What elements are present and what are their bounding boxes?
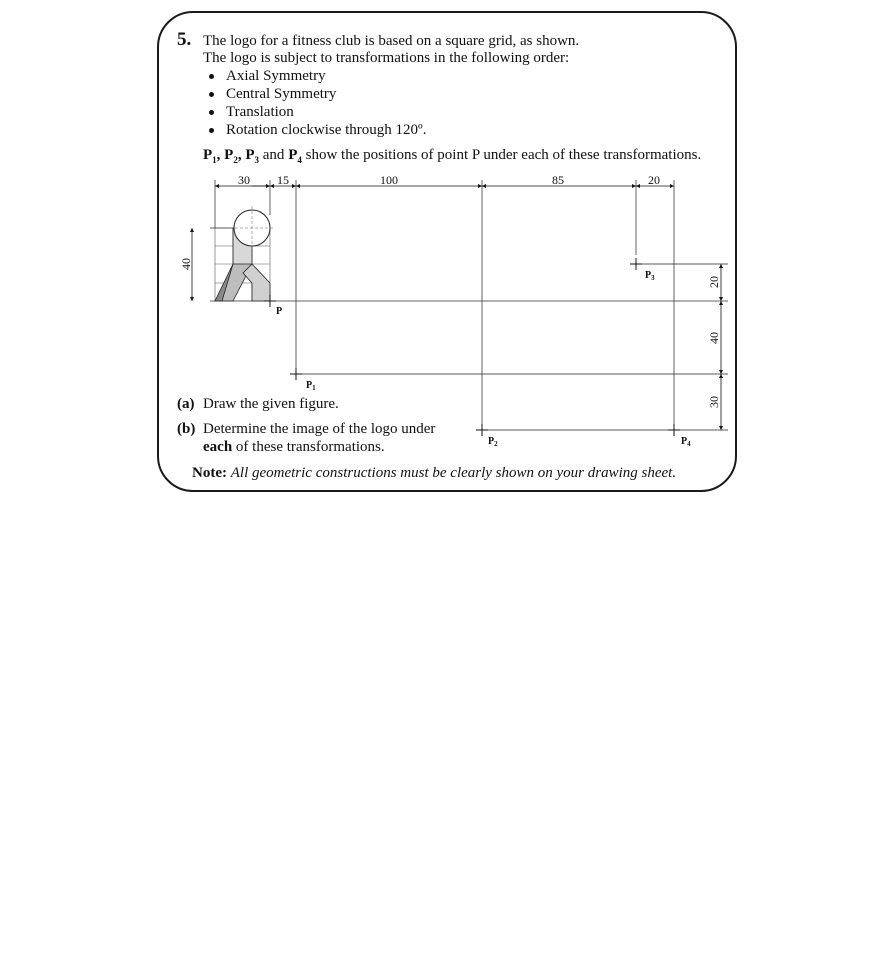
point-p1-label: $P_1$: [306, 380, 316, 392]
part-b-bold: each: [203, 439, 233, 455]
dim-30-right: 30: [707, 396, 721, 408]
note-text: All geometric constructions must be clearly shown on your drawing sheet.: [230, 465, 677, 481]
logo: [215, 206, 274, 301]
dim-85: 85: [552, 173, 564, 187]
dim-15: 15: [277, 173, 289, 187]
transformation-4: Rotation clockwise through 120º.: [226, 122, 427, 138]
point-p2-label: $P_2$: [488, 436, 498, 448]
extension-lines: [210, 180, 728, 430]
logo-leg-light: [243, 264, 270, 301]
dim-40-left: 40: [179, 258, 193, 270]
transformation-3: Translation: [226, 104, 294, 120]
transformation-2: Central Symmetry: [226, 86, 337, 102]
question-number: 5.: [177, 29, 192, 50]
point-markers: [264, 258, 680, 436]
intro-line-2: The logo is subject to transformations in the following order:: [203, 50, 570, 66]
dim-20: 20: [648, 173, 660, 187]
part-b-text-rest: of these transformations.: [235, 439, 385, 455]
point-p3-label: $P_3$: [645, 270, 655, 282]
part-b-text-1: Determine the image of the logo under: [203, 421, 436, 437]
dim-20-right: 20: [707, 276, 721, 288]
part-a-label: (a): [177, 396, 195, 412]
note-label: Note:: [192, 465, 227, 481]
points-sentence: $P_1$, $P_2$, $P_3$ and $P_4$ show the positions of point P under each of these transformations.: [203, 147, 702, 165]
part-b-label: (b): [177, 421, 196, 437]
dim-100: 100: [380, 173, 398, 187]
dim-40-right: 40: [707, 332, 721, 344]
intro-line-1: The logo for a fitness club is based on a square grid, as shown.: [203, 33, 580, 49]
dim-30: 30: [238, 173, 250, 187]
point-p-label: P: [276, 306, 283, 317]
transformation-1: Axial Symmetry: [226, 68, 326, 84]
part-a-text: Draw the given figure.: [203, 396, 339, 412]
points-sentence-text: show the positions of point P under each of these transformations.: [305, 147, 702, 163]
point-p4-label: $P_4$: [681, 436, 691, 448]
